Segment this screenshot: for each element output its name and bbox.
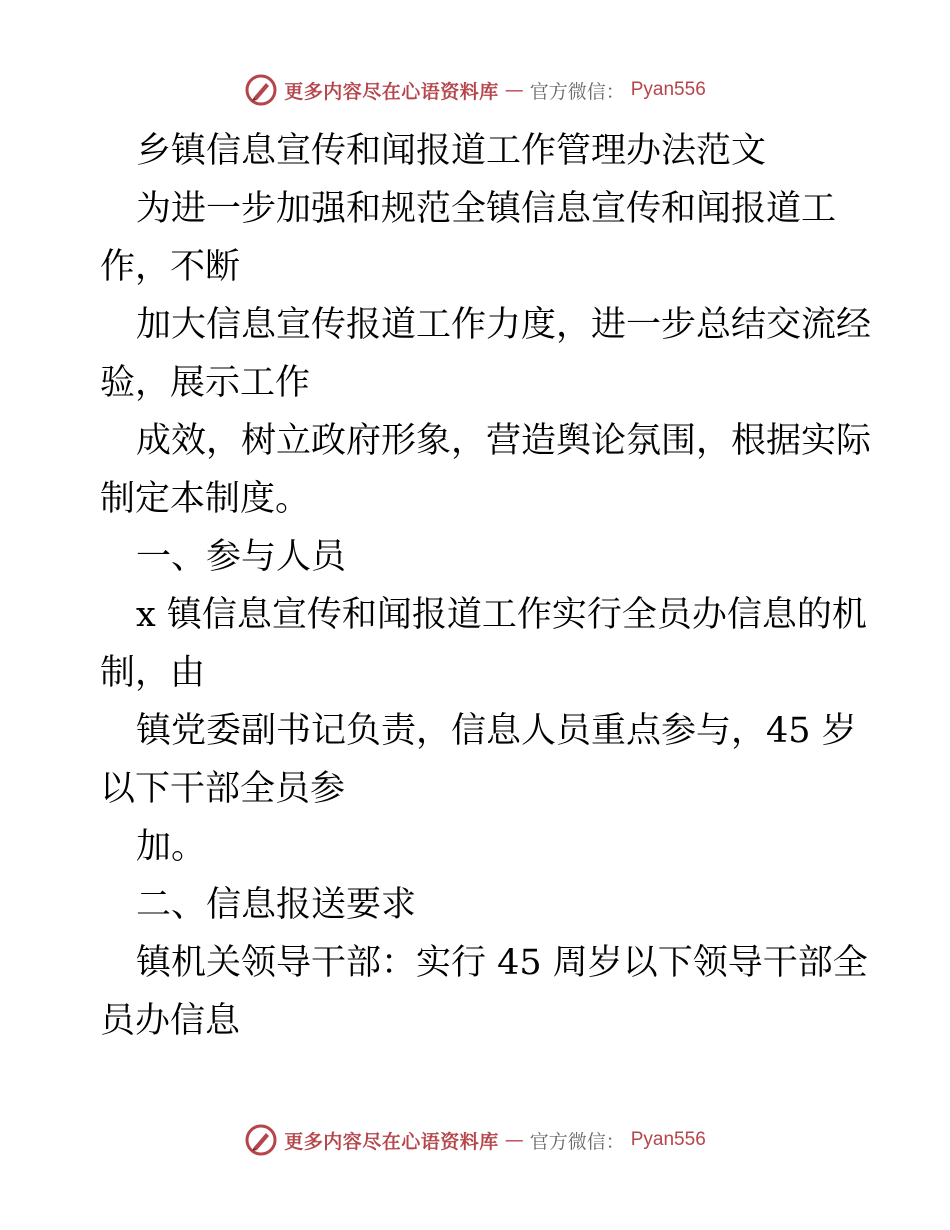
- document-line: 员办信息: [100, 1001, 241, 1041]
- watermark-id: Pyan556: [630, 1129, 706, 1150]
- header-watermark: [0, 70, 950, 110]
- document-line: 加。: [136, 827, 207, 867]
- document-line: 制，由: [100, 653, 206, 693]
- pen-logo-icon: [244, 1123, 278, 1157]
- watermark-id: Pyan556: [630, 79, 706, 100]
- document-line: 成效，树立政府形象，营造舆论氛围，根据实际: [136, 421, 872, 461]
- document-line: 为进一步加强和规范全镇信息宣传和闻报道工: [136, 189, 837, 229]
- document-line: 以下干部全员参: [100, 769, 346, 809]
- document-line: 验，展示工作: [100, 363, 311, 403]
- document-line: 乡镇信息宣传和闻报道工作管理办法范文: [136, 131, 767, 171]
- watermark-main-text: 更多内容尽在心语资料库: [284, 80, 499, 103]
- watermark-main-text: 更多内容尽在心语资料库: [284, 1130, 499, 1153]
- document-line: 镇机关领导干部：实行 45 周岁以下领导干部全: [136, 943, 868, 983]
- watermark-sub-text: 官方微信：: [529, 1130, 625, 1153]
- document-line: 二、信息报送要求: [136, 885, 417, 925]
- document-line: 镇党委副书记负责，信息人员重点参与，45 岁: [136, 711, 857, 751]
- document-body: [100, 122, 872, 1050]
- watermark-dash: —: [504, 1129, 524, 1151]
- document-line: 加大信息宣传报道工作力度，进一步总结交流经: [136, 305, 872, 345]
- pen-logo-icon: [244, 73, 278, 107]
- document-line: 制定本制度。: [100, 479, 311, 519]
- document-line: 一、参与人员: [136, 537, 347, 577]
- document-line: 作，不断: [100, 247, 241, 287]
- footer-watermark: [0, 1120, 950, 1160]
- watermark-sub-text: 官方微信：: [529, 80, 625, 103]
- watermark-dash: —: [504, 79, 524, 101]
- document-line: x 镇信息宣传和闻报道工作实行全员办信息的机: [136, 595, 867, 635]
